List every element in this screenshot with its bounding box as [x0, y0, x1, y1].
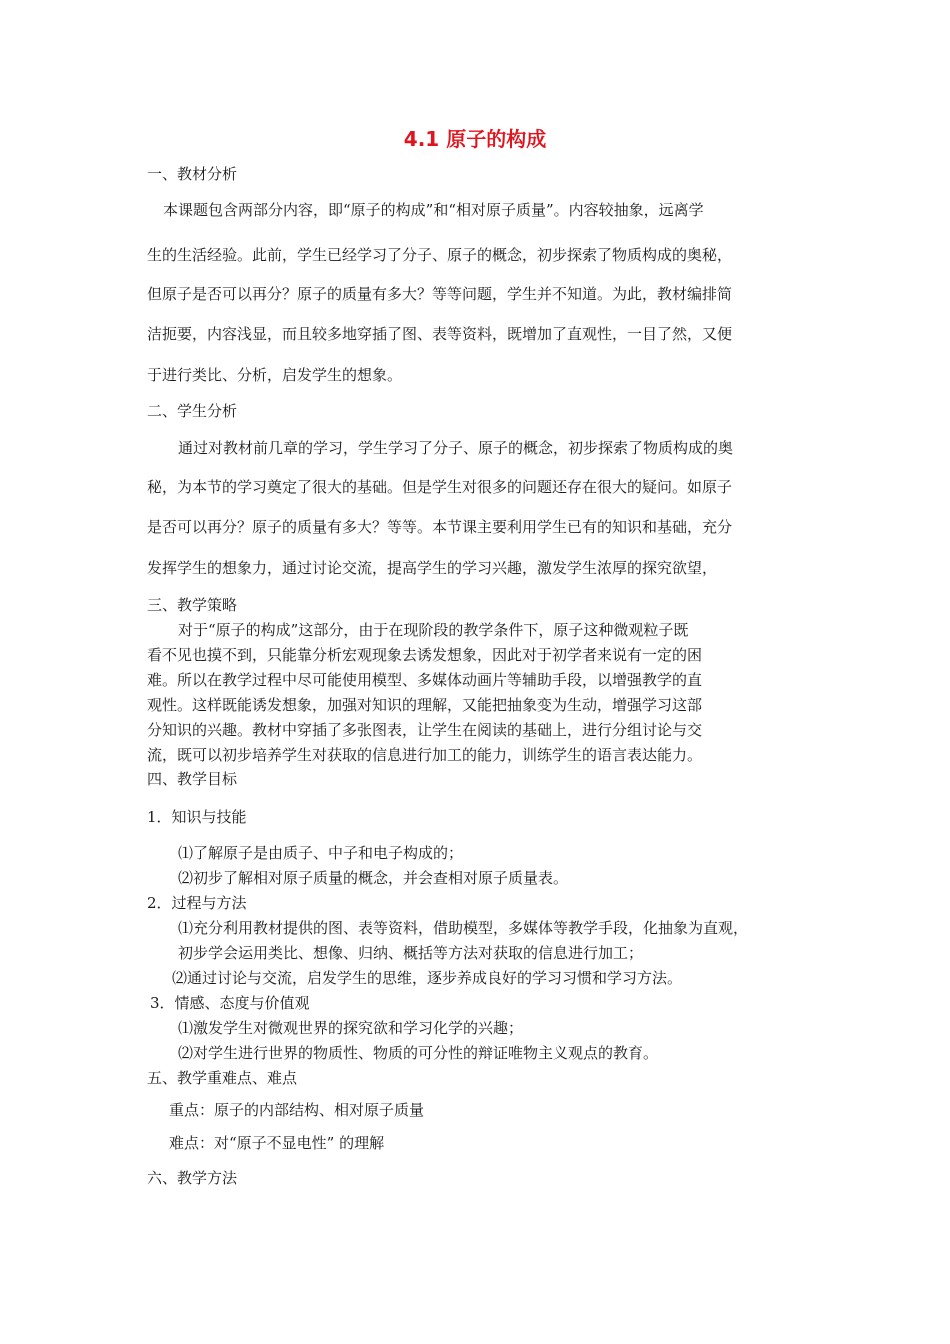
section-heading-teaching-objectives: 四、教学目标: [147, 770, 238, 788]
paragraph-line: 是否可以再分？原子的质量有多大？等等。本节课主要利用学生已有的知识和基础，充分: [147, 518, 733, 536]
paragraph-line: 秘，为本节的学习奠定了很大的基础。但是学生对很多的问题还存在很大的疑问。如原子: [147, 478, 733, 496]
paragraph-line: 生的生活经验。此前，学生已经学习了分子、原子的概念，初步探索了物质构成的奥秘，: [147, 246, 733, 264]
paragraph-line: 看不见也摸不到，只能靠分析宏观现象去诱发想象，因此对于初学者来说有一定的困: [147, 646, 703, 664]
key-point: 重点：原子的内部结构、相对原子质量: [169, 1101, 425, 1119]
objective-item: 初步学会运用类比、想像、归纳、概括等方法对获取的信息进行加工；: [178, 944, 644, 962]
paragraph-line: 于进行类比、分析，启发学生的想象。: [147, 366, 403, 384]
paragraph-line: 分知识的兴趣。教材中穿插了多张图表，让学生在阅读的基础上，进行分组讨论与交: [147, 721, 703, 739]
subsection-heading-knowledge-skills: 1．知识与技能: [147, 808, 247, 826]
section-heading-teaching-strategy: 三、教学策略: [147, 596, 238, 614]
paragraph-line: 但原子是否可以再分？原子的质量有多大？等等问题，学生并不知道。为此，教材编排简: [147, 285, 733, 303]
section-heading-teaching-methods: 六、教学方法: [147, 1169, 238, 1187]
section-heading-textbook-analysis: 一、教材分析: [147, 165, 238, 183]
paragraph-line: 流，既可以初步培养学生对获取的信息进行加工的能力，训练学生的语言表达能力。: [147, 746, 703, 764]
objective-item: ⑵初步了解相对原子质量的概念，并会查相对原子质量表。: [178, 869, 569, 887]
paragraph-line: 观性。这样既能诱发想象，加强对知识的理解，又能把抽象变为生动，增强学习这部: [147, 696, 703, 714]
subsection-heading-emotion-values: 3．情感、态度与价值观: [150, 994, 310, 1012]
objective-item: ⑴激发学生对微观世界的探究欲和学习化学的兴趣；: [178, 1019, 524, 1037]
paragraph-line: 通过对教材前几章的学习，学生学习了分子、原子的概念，初步探索了物质构成的奥: [178, 439, 734, 457]
difficult-point: 难点：对“原子不显电性” 的理解: [169, 1134, 385, 1152]
paragraph-line: 本课题包含两部分内容，即“原子的构成”和“相对原子质量”。内容较抽象，远离学: [163, 201, 704, 219]
section-heading-key-difficult-points: 五、教学重难点、难点: [147, 1069, 298, 1087]
paragraph-line: 洁扼要，内容浅显，而且较多地穿插了图、表等资料，既增加了直观性，一目了然，又便: [147, 325, 733, 343]
document-title: 4.1 原子的构成: [403, 127, 547, 151]
objective-item: ⑴了解原子是由质子、中子和电子构成的；: [178, 844, 464, 862]
paragraph-line: 难。所以在教学过程中尽可能使用模型、多媒体动画片等辅助手段，以增强教学的直: [147, 671, 703, 689]
section-heading-student-analysis: 二、学生分析: [147, 402, 238, 420]
objective-item: ⑵通过讨论与交流，启发学生的思维，逐步养成良好的学习习惯和学习方法。: [172, 969, 683, 987]
objective-item: ⑵对学生进行世界的物质性、物质的可分性的辩证唯物主义观点的教育。: [178, 1044, 659, 1062]
subsection-heading-process-method: 2．过程与方法: [147, 894, 247, 912]
paragraph-line: 发挥学生的想象力，通过讨论交流，提高学生的学习兴趣，激发学生浓厚的探究欲望，: [147, 559, 718, 577]
paragraph-line: 对于“原子的构成”这部分，由于在现阶段的教学条件下，原子这种微观粒子既: [178, 621, 689, 639]
objective-item: ⑴充分利用教材提供的图、表等资料，借助模型，多媒体等教学手段，化抽象为直观，: [178, 919, 749, 937]
